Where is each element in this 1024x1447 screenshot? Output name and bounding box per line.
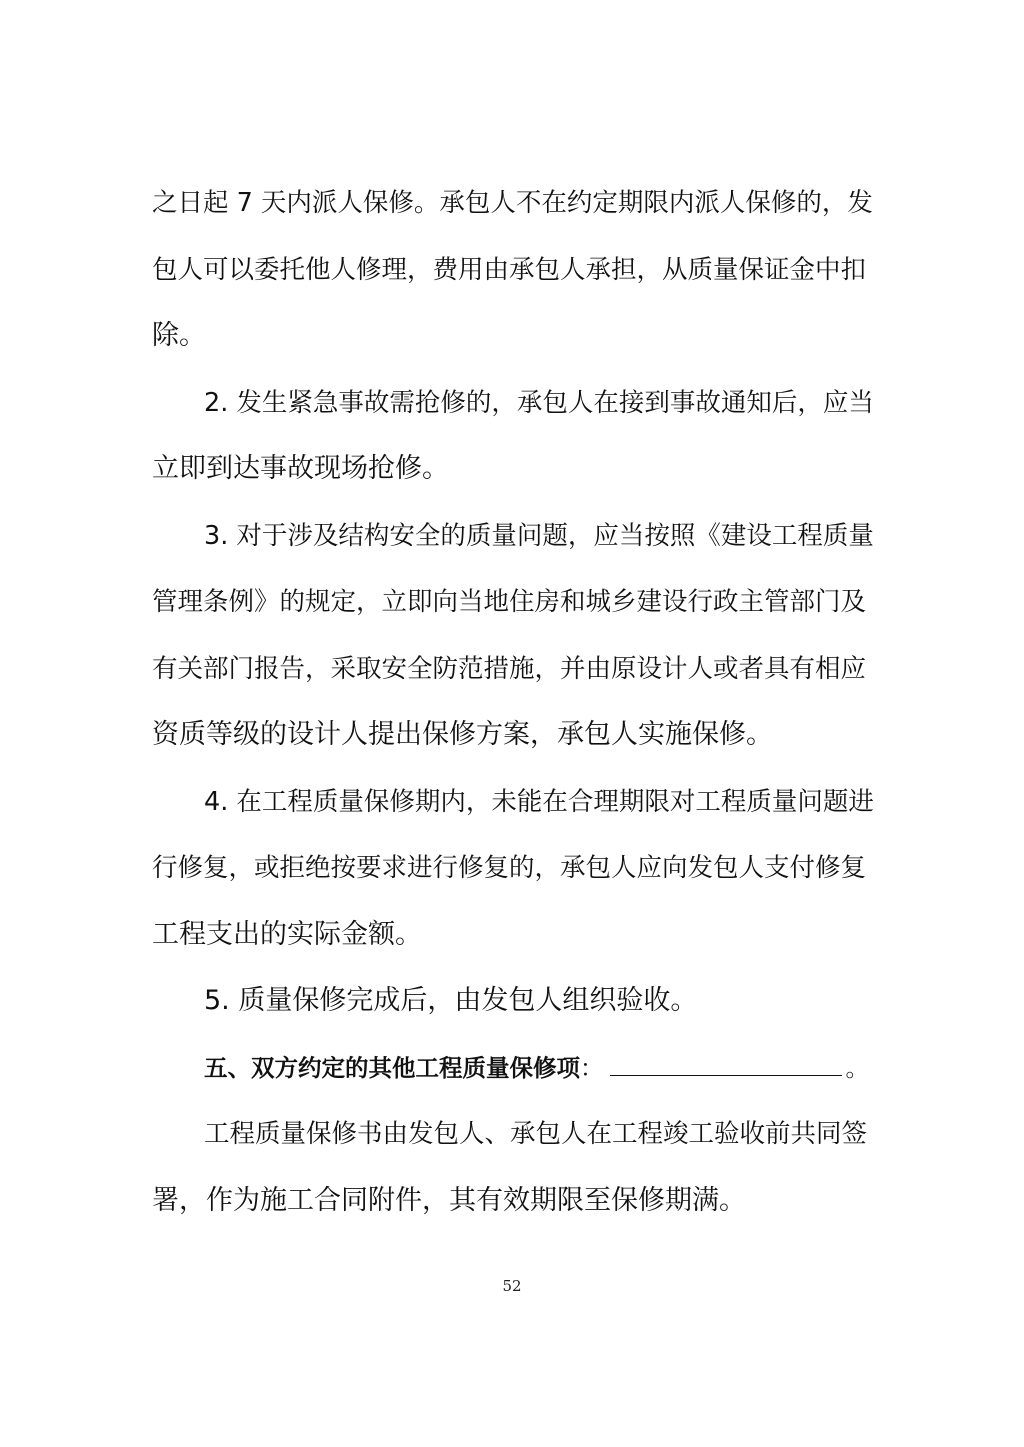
paragraph-line: 除。 [152,320,206,351]
paragraph-line: 工程质量保修书由发包人、承包人在工程竣工验收前共同签 [204,1119,868,1149]
paragraph-line: 之日起 7 天内派人保修。承包人不在约定期限内派人保修的，发 [152,188,873,218]
paragraph-line: 立即到达事故现场抢修。 [152,453,449,484]
paragraph-line: 行修复，或拒绝按要求进行修复的，承包人应向发包人支付修复 [152,853,867,883]
paragraph-line: 资质等级的设计人提出保修方案，承包人实施保修。 [152,719,773,750]
paragraph-line: 5. 质量保修完成后，由发包人组织验收。 [204,985,698,1016]
paragraph-line: 有关部门报告，采取安全防范措施，并由原设计人或者具有相应 [152,654,867,684]
paragraph-line: 4. 在工程质量保修期内，未能在合理期限对工程质量问题进 [204,787,874,817]
section-five-line [204,1048,876,1088]
paragraph-line: 管理条例》的规定，立即向当地住房和城乡建设行政主管部门及 [152,587,867,617]
paragraph-line: 2. 发生紧急事故需抢修的，承包人在接到事故通知后，应当 [204,388,874,418]
section-five-end-mark: 。 [845,1054,869,1082]
section-five-colon: ： [580,1054,604,1082]
fill-in-blank[interactable] [610,1049,842,1076]
paragraph-line: 工程支出的实际金额。 [152,919,422,950]
section-five-heading: 五、双方约定的其他工程质量保修项 [204,1054,580,1082]
paragraph-line: 3. 对于涉及结构安全的质量问题，应当按照《建设工程质量 [204,521,874,551]
page-number: 52 [502,1277,522,1295]
paragraph-line: 包人可以委托他人修理，费用由承包人承担，从质量保证金中扣 [152,255,867,285]
paragraph-line: 署，作为施工合同附件，其有效期限至保修期满。 [152,1185,746,1216]
